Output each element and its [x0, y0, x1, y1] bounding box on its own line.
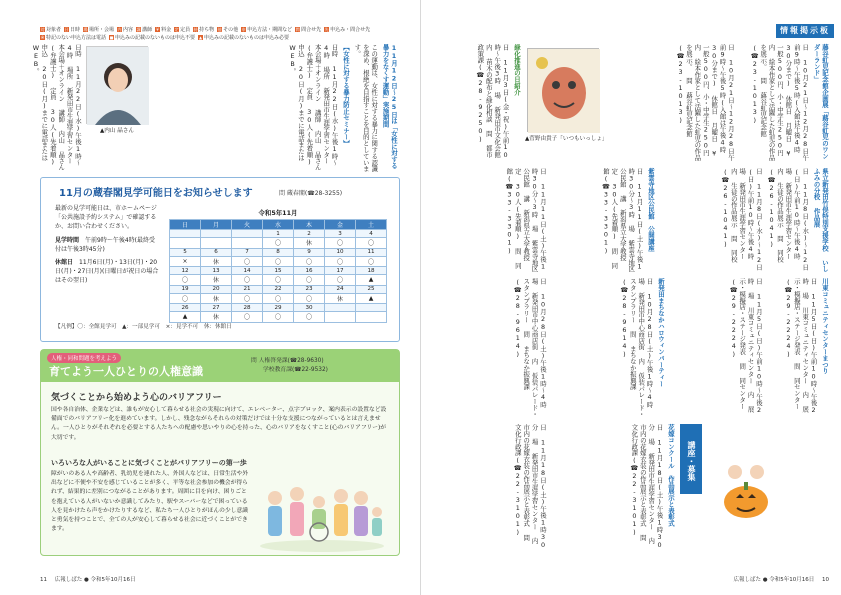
green-article — [461, 44, 521, 162]
calendar-status: 休 — [325, 293, 356, 304]
left-page-number: 11 — [40, 577, 47, 583]
people-illustration-icon — [257, 468, 387, 552]
calendar-status: 休 — [201, 312, 232, 323]
human-rights-contact — [251, 357, 328, 375]
human-rights-box — [40, 349, 400, 556]
violence-article — [258, 44, 398, 172]
calendar-date: 24 — [325, 285, 356, 293]
calendar-status: 〇 — [294, 312, 325, 323]
calendar-date: 16 — [294, 267, 325, 275]
calendar-date: 28 — [232, 304, 263, 312]
calendar-date — [201, 230, 232, 238]
calendar-description — [55, 204, 159, 286]
legend-item — [136, 26, 152, 34]
exhibit-article — [739, 44, 829, 162]
exhibit-continued — [607, 44, 735, 162]
calendar-date: 8 — [263, 248, 294, 256]
legend-item — [117, 26, 133, 34]
calendar-date — [325, 304, 356, 312]
calendar-status: 休 — [201, 293, 232, 304]
contact-line-1: 問 人権啓発課(☎28-9630) — [251, 358, 324, 364]
exhibit-body-2: 日 10月21日～12月28日午前9時～午後5時(入館は午後4時30分まで) 休館日 月曜日 ¥ 一般500円、小・中学生250円 内 絵本作家として活躍した虹児の作品を展示。 問 蕗谷虹児記念館(☎23-1013) — [676, 44, 735, 161]
calendar-day-header: 木 — [294, 220, 325, 230]
legend-mark: ▲ — [198, 35, 203, 40]
legend-item — [241, 26, 292, 34]
calendar-status: 休 — [201, 275, 232, 286]
calendar-status: 〇 — [263, 256, 294, 267]
calendar-status: 〇 — [356, 256, 387, 267]
calendar-status: 〇 — [325, 238, 356, 249]
calendar-day-header: 金 — [325, 220, 356, 230]
left-footer-text: 広報しばた ● 令和5年10月16日 — [54, 577, 136, 583]
legend-item — [295, 26, 321, 34]
calendar-day-header: 月 — [201, 220, 232, 230]
hours-label: 見学時間 — [55, 236, 80, 244]
legend-label: 申込方法・期間など — [247, 27, 293, 33]
calendar-status: 〇 — [325, 275, 356, 286]
calendar-date: 29 — [263, 304, 294, 312]
legend-item — [198, 34, 289, 42]
calendar-day-header: 火 — [232, 220, 263, 230]
calendar-date-row — [170, 230, 387, 238]
koza-boshu-tag: 講座・募集 — [680, 424, 702, 494]
right-page — [421, 0, 841, 595]
calendar-status: 〇 — [294, 293, 325, 304]
legend-mark: 問 — [295, 27, 300, 32]
calendar-date: 30 — [294, 304, 325, 312]
legend-mark: 先 — [324, 27, 329, 32]
legend-label: 持ち物 — [199, 27, 215, 33]
calendar-status: 〇 — [325, 256, 356, 267]
green-body: 日 11月3日(金・祝)午前10時～午後3時 場 新発田市文化会館 内 苗木の配布と緑化相談 問 都市政策課(☎28-9250) — [476, 44, 510, 160]
calendar-date: 22 — [263, 285, 294, 293]
kouza-heading: 紫雲寺地区公民館 公開講座 — [647, 168, 655, 252]
exhibit-heading: 藤谷虹児記念館企画展「蕗谷虹児のワンダーランド」 — [812, 44, 829, 160]
legend-label: 特記のない申込方法は電話 — [46, 35, 107, 41]
right-footer-text: 広報しばた ● 令和5年10月16日 — [733, 577, 815, 583]
closed-value: 11月6日(月)・13日(月)・20日(月)・27日(月)(日曜日が祝日の場合はその翌日) — [55, 259, 159, 285]
human-rights-tag: 人権・同和問題を考えよう — [47, 353, 121, 363]
calendar-date — [356, 304, 387, 312]
calendar-date: 12 — [170, 267, 201, 275]
kouza-body: 日 11月11日(土)午後1時30分～3時 場 紫雲寺地区公民館 講 新潟県立大学教授 定 30人(先着順) 問 同館(☎33-3301) — [601, 168, 644, 272]
calendar-status: 〇 — [263, 293, 294, 304]
bride-contest-body: 日 11月18日(土)午後1時30分 場 新発田市生涯学習センター 内 市内の花嫁衣装の作品展示と表彰式 問 文化行政課(☎22-3101) — [630, 424, 664, 549]
calendar-date: 18 — [356, 267, 387, 275]
legend-label: 場所・会場 — [89, 27, 115, 33]
calendar-status: 〇 — [232, 275, 263, 286]
legend-label: 内容 — [123, 27, 134, 33]
calendar-status: 〇 — [263, 275, 294, 286]
legend-mark: 日 — [64, 27, 69, 32]
calendar-status: 休 — [201, 256, 232, 267]
calendar-day-header: 土 — [356, 220, 387, 230]
legend-label: 日時 — [70, 27, 81, 33]
halloween-body: 日 10月28日(土)午後1時～4時 場 新発田市中心商店街 内 仮装パレード・スタンプラリー 問 まちなか振興課(☎28-9614) — [620, 278, 654, 418]
calendar-date: 26 — [170, 304, 201, 312]
calendar-status-row — [170, 275, 387, 286]
human-rights-title: 育てよう一人ひとりの人権意識 — [49, 365, 203, 378]
kouza-article — [551, 168, 655, 272]
person-icon — [87, 47, 149, 125]
calendar-date: 23 — [294, 285, 325, 293]
bride-contest-article — [551, 424, 675, 554]
human-rights-paragraph-2: 障がいのある人や高齢者、乳幼児を連れた人、外国人などは、日常生活や外出などに不便や不安を感じていることが多く、平等な社会参加の機会が得られず、結果的に差別につながることがあります。周囲に目を向け、困りごとを抱えている人がいないか意識してみたり、駅やスーパーなどで困っている人を見かけたら声をかけたりするなど、私たち一人ひとりがほんの少し意識と勇気を持つことで、全ての人が安心して暮らせる社会に近づくことができます。 — [51, 471, 249, 533]
calendar-status: 〇 — [263, 238, 294, 249]
seminar-continued — [31, 44, 82, 172]
exhibit-body: 日 10月21日～12月28日午前9時～午後5時(入館は午後4時30分まで) 休館日 月曜日 ¥ 一般500円、小・中学生250円 内 絵本作家として活躍した虹児の作品を展示。 問 蕗谷虹児記念館(☎23-1013) — [750, 44, 810, 161]
artwork-icon — [528, 49, 600, 133]
left-page — [0, 0, 420, 595]
calendar-status — [201, 238, 232, 249]
calendar-status: 〇 — [232, 312, 263, 323]
artwork-caption: ▲菅野由貴子「いつもいっしょ」 — [525, 136, 608, 142]
calendar-date: 5 — [170, 248, 201, 256]
artwork-image — [527, 48, 599, 132]
calendar-date: 14 — [232, 267, 263, 275]
calendar-status — [356, 312, 387, 323]
calendar-status: 〇 — [232, 293, 263, 304]
calendar-status-row — [170, 293, 387, 304]
calendar-day-header: 日 — [170, 220, 201, 230]
legend-item — [193, 26, 214, 34]
violence-heading: 11月12日～25日は「女性に対する暴力をなくす運動」実施期間 — [381, 44, 398, 169]
legend-bar — [40, 26, 400, 42]
calendar-status: × — [170, 256, 201, 267]
seminar-heading: 【女性に対する暴力防止セミナー】 — [341, 44, 350, 147]
legend-mark: 講 — [136, 27, 141, 32]
legend-mark: 申 — [241, 27, 246, 32]
hours-value: 午前9時～午後4時(最終受付は午後3時45分) — [55, 236, 156, 253]
human-rights-subtitle-2: いろいろな人がいることに気づくことがバリアフリーの第一歩 — [51, 459, 247, 467]
calendar-contact: 問 蔵春閣(☎28-3255) — [279, 190, 343, 197]
legend-item — [217, 26, 238, 34]
legend-label: 講師 — [142, 27, 153, 33]
calendar-legend-note: 【凡例】〇：全館見学可 ▲：一部見学可 ×：見学不可 休：休館日 — [55, 324, 232, 330]
calendar-status: ▲ — [356, 293, 387, 304]
calendar-date: 6 — [201, 248, 232, 256]
calendar-date — [232, 230, 263, 238]
community-body: 日 11月5日(日)午前10時～午後2時 場 川東コミュニティセンター 内 展示・模擬店・ステージ発表 問 同センター(☎29-2224) — [784, 278, 818, 414]
photo-caption: ▲内山 晶さん — [99, 128, 135, 134]
legend-mark: 他 — [217, 27, 222, 32]
calendar-desc-text: 最新の見学可能日は、市ホームページ「公共施設予約システム」で確認するか、お問い合わせください。 — [55, 205, 157, 231]
legend-item — [40, 26, 61, 34]
calendar-date: 19 — [170, 285, 201, 293]
legend-item — [64, 26, 80, 34]
legend-label: その他 — [223, 27, 239, 33]
seminar-body: 日時 11月22日(水)午後1時～4時 場所 新発田市生涯学習センター 本会場＋オンライン 講師 内山 晶さん(弁護士) 定員 30人(先着順) 申込 20日(月)までに電話またはWEB。 — [288, 44, 339, 171]
bride-contest-continued — [461, 424, 547, 554]
legend-label: 申込みの記載のないものは申込不要 — [115, 35, 196, 41]
school-exhibit-body: 日 11月8日(水)～12日(日)午前10時～午後4時 場 新発田市生涯学習センター 内 生徒の作品展示 問 同校(☎26-1041) — [767, 168, 810, 271]
calendar-status: ▲ — [356, 275, 387, 286]
legend-label: 料金 — [161, 27, 172, 33]
calendar-status — [325, 312, 356, 323]
violence-text: この運動は、女性に対する暴力に関する認識を深め、根絶を目指すことを目的としています。 — [353, 44, 379, 172]
school-exhibit-continued — [659, 168, 763, 272]
calendar-month: 令和5年11月 — [258, 209, 298, 217]
legend-mark: 持 — [193, 27, 198, 32]
calendar-date-row — [170, 304, 387, 312]
calendar-status: 休 — [294, 238, 325, 249]
school-exhibit-article — [767, 168, 829, 272]
calendar-status — [170, 238, 201, 249]
halloween-pumpkin-icon — [721, 462, 771, 520]
legend-item — [174, 26, 190, 34]
community-heading: 川東コミュニティセンターまつり — [821, 278, 829, 374]
legend-mark: ¥ — [156, 27, 159, 32]
legend-label: 申込みの記載のないものは申込み必要 — [204, 35, 290, 41]
calendar-date — [170, 230, 201, 238]
legend-item — [155, 26, 171, 34]
calendar-date-row — [170, 248, 387, 256]
calendar-hours — [55, 236, 159, 254]
seminar-continued-text: 日時 11月22日(水)午後1時～4時 場所 新発田市生涯学習センター 本会場＋オンライン 講師 内山 晶さん(弁護士) 定員 30人(先着順) 申込 20日(月)までに電話またはWEB。 — [31, 44, 82, 171]
legend-mark: ※ — [40, 35, 45, 40]
kouza-body-2: 日 11月11日(土)午後1時30分～3時 場 紫雲寺地区公民館 講 新潟県立大学教授 定 30人(先着順) 問 同館(☎33-3301) — [505, 168, 547, 272]
calendar-status-row — [170, 312, 387, 323]
calendar-status: 〇 — [356, 238, 387, 249]
calendar-date: 2 — [294, 230, 325, 238]
human-rights-paragraph-1: 国や各自治体、企業などは、誰もが安心して暮らせる社会の実現に向けて、エレベーター、点字ブロック、案内表示の設置など設備面でのバリアフリー化を進めています。しかし、残念ながらそれらの対策だけでは十分な支援につながっているとは言えません。一人ひとりがそれぞれを必要とする人たちへの配慮や思いやりの心を持った、心のバリアをなくすこと(心のバリアフリー)が大切です。 — [51, 407, 387, 441]
calendar-date: 4 — [356, 230, 387, 238]
calendar-date-row — [170, 285, 387, 293]
legend-mark: 定 — [174, 27, 179, 32]
community-article — [767, 278, 829, 418]
calendar-status — [232, 238, 263, 249]
calendar-date-row — [170, 267, 387, 275]
left-footer — [40, 575, 136, 583]
calendar-date: 17 — [325, 267, 356, 275]
bride-contest-heading: 花嫁コンクール 作品展示と表彰式 — [667, 424, 675, 527]
legend-item — [324, 26, 370, 34]
calendar-status: 〇 — [263, 312, 294, 323]
calendar-date: 15 — [263, 267, 294, 275]
legend-label: 申込み・問合せ先 — [330, 27, 371, 33]
contact-line-2: 学校教育課(☎22-9532) — [263, 367, 328, 373]
calendar-date: 3 — [325, 230, 356, 238]
halloween-continued — [461, 278, 547, 418]
calendar-date: 25 — [356, 285, 387, 293]
legend-item — [40, 34, 106, 42]
legend-mark: 内 — [117, 27, 122, 32]
right-page-number: 10 — [822, 577, 829, 583]
legend-mark: 場 — [83, 27, 88, 32]
calendar-status: 〇 — [170, 275, 201, 286]
legend-item — [109, 34, 195, 42]
calendar-date: 9 — [294, 248, 325, 256]
calendar-day-header: 水 — [263, 220, 294, 230]
calendar-status-row — [170, 238, 387, 249]
calendar-date: 7 — [232, 248, 263, 256]
green-heading: 緑化推進の日紹介 — [513, 44, 521, 96]
closed-label: 休館日 — [55, 259, 74, 267]
community-body-2: 日 11月5日(日)午前10時～午後2時 場 川東コミュニティセンター 内 展示・模擬店・ステージ発表 問 同センター(☎29-2224) — [729, 278, 763, 414]
bride-contest-body-2: 日 11月18日(土)午後1時30分 場 新発田市生涯学習センター 内 市内の花嫁衣装の作品展示と表彰式 問 文化行政課(☎22-3101) — [513, 424, 547, 549]
calendar-table — [169, 208, 387, 323]
legend-label: 問合せ先 — [301, 27, 322, 33]
halloween-body-2: 日 10月28日(土)午後1時～4時 場 新発田市中心商店街 内 仮装パレード・スタンプラリー 問 まちなか振興課(☎28-9614) — [513, 278, 547, 418]
legend-label: 対象者 — [46, 27, 62, 33]
community-continued — [669, 278, 763, 418]
calendar-status: 〇 — [294, 256, 325, 267]
calendar-status: 〇 — [294, 275, 325, 286]
speaker-photo — [86, 46, 148, 124]
school-exhibit-body-2: 日 11月8日(水)～12日(日)午前10時～午後4時 場 新発田市生涯学習センター 内 生徒の作品展示 問 同校(☎26-1041) — [721, 168, 763, 271]
calendar-header-row — [170, 220, 387, 230]
halloween-heading: 新発田まちなかハロウィンパーティー — [657, 278, 665, 387]
calendar-box — [40, 177, 400, 342]
calendar-status-row — [170, 256, 387, 267]
calendar-status: ▲ — [170, 312, 201, 323]
right-footer — [733, 575, 829, 583]
legend-mark: 対 — [40, 27, 45, 32]
halloween-article — [551, 278, 665, 418]
calendar-date: 21 — [232, 285, 263, 293]
calendar-title: 11月の蔵春閣見学可能日をお知らせします — [59, 188, 253, 199]
calendar-date: 11 — [356, 248, 387, 256]
calendar-date: 20 — [201, 285, 232, 293]
legend-mark: ■ — [109, 35, 114, 40]
calendar-date: 10 — [325, 248, 356, 256]
calendar-date: 1 — [263, 230, 294, 238]
human-rights-subtitle: 気づくことから始めよう心のバリアフリー — [51, 393, 222, 403]
kouza-continued — [461, 168, 547, 272]
legend-label: 定員 — [180, 27, 191, 33]
calendar-status: 〇 — [232, 256, 263, 267]
school-exhibit-heading: 県立新発田竹俣特別支援学校 いしふみの分校 作品展 — [812, 168, 829, 272]
legend-item — [83, 26, 114, 34]
calendar-date: 27 — [201, 304, 232, 312]
calendar-status: 〇 — [170, 293, 201, 304]
calendar-closed — [55, 258, 159, 286]
calendar-date: 13 — [201, 267, 232, 275]
board-title: 情報掲示板 — [776, 24, 834, 38]
